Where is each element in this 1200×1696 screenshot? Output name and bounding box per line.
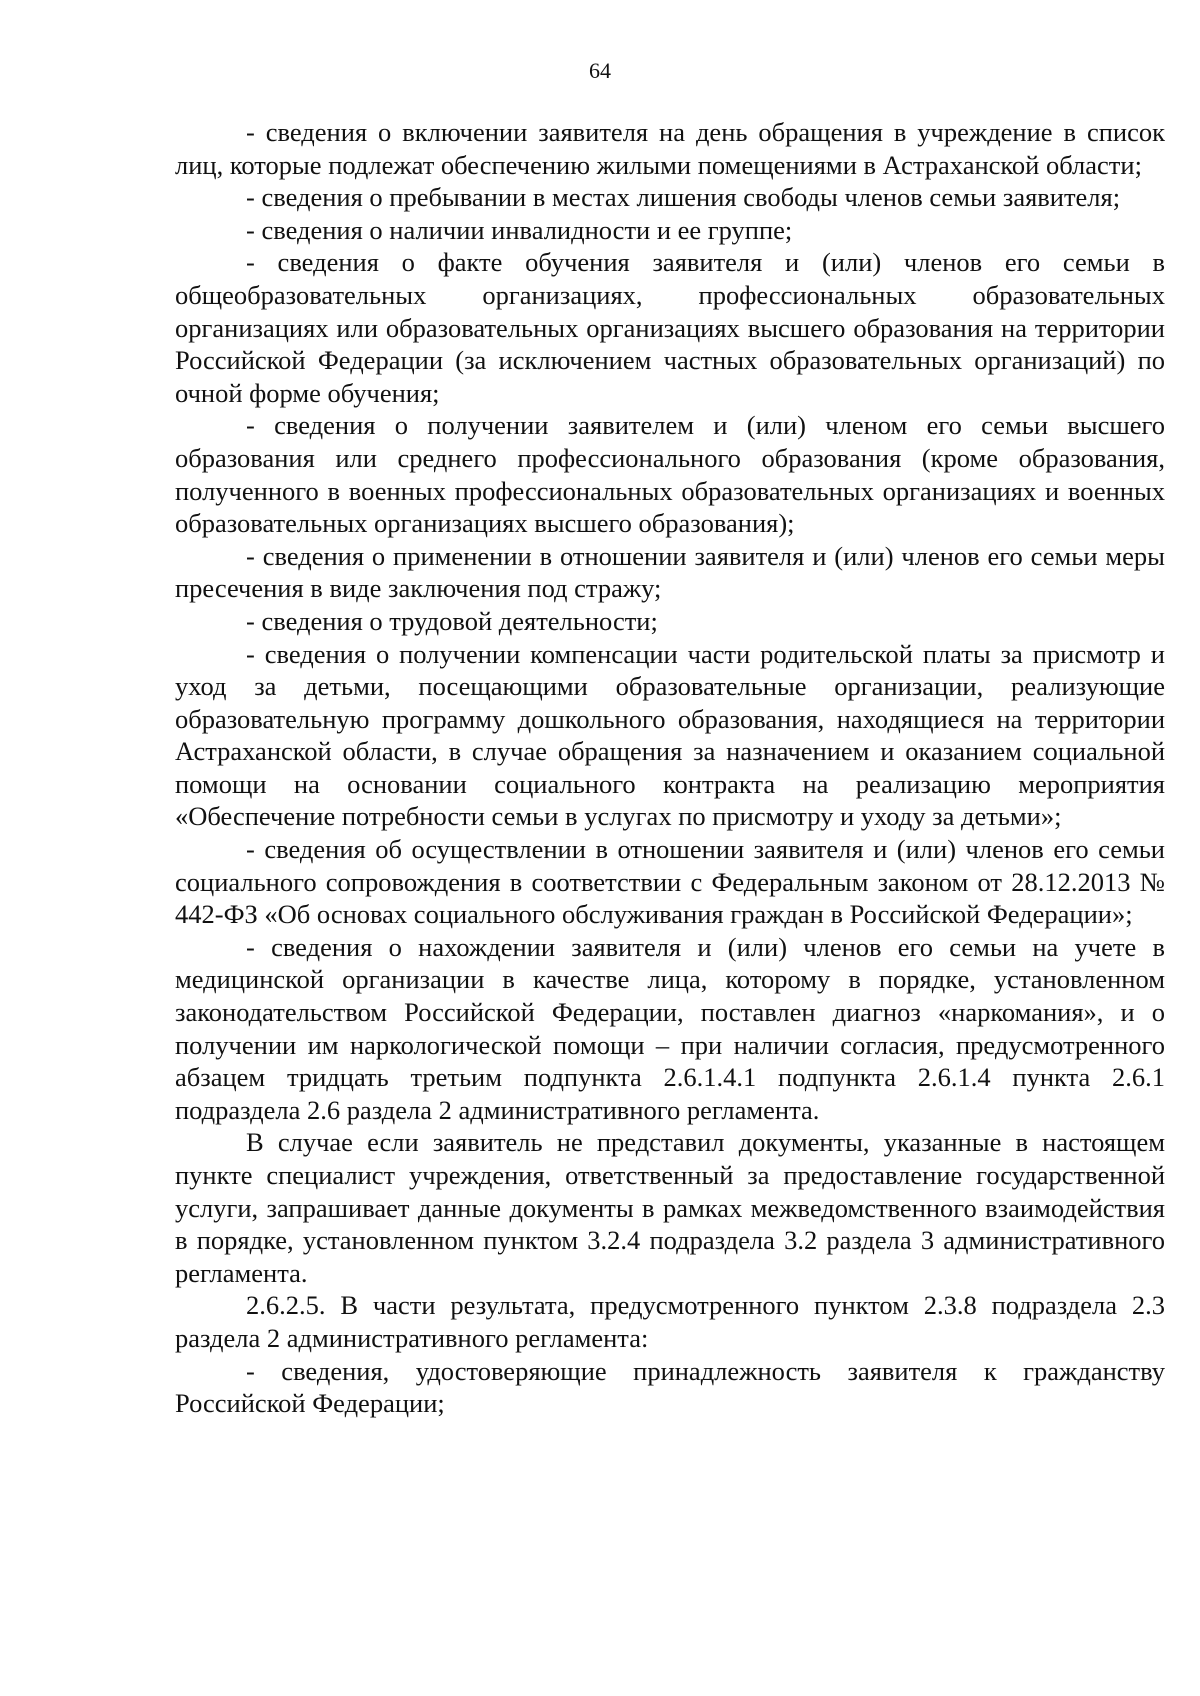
paragraph-narcology: - сведения о нахождении заявителя и (или) членов его семьи на учете в медицинской организации в качестве лица, которому в порядке, установленном законодательством Российской Федерации, поставлен диагноз «наркомания», и о получении им наркологической помощи – при наличии согласия, предусмотренного абзацем тридцать третьим подпункта 2.6.1.4.1 подпункта 2.6.1.4 пункта 2.6.1 подраздела 2.6 раздела 2 административного регламента. bbox=[175, 931, 1165, 1125]
paragraph-citizenship: - сведения, удостоверяющие принадлежность заявителя к гражданству Российской Федерации; bbox=[175, 1355, 1165, 1419]
paragraph-parental-compensation: - сведения о получении компенсации части родительской платы за присмотр и уход за детьми, посещающими образовательные организации, реализующие образовательную программу дошкольного образования, находящиеся на территории Астраханской области, в случае обращения за назначением и оказанием социальной помощи на основании социального контракта на реализацию мероприятия «Обеспечение потребности семьи в услугах по присмотру и уходу за детьми»; bbox=[175, 638, 1165, 832]
paragraph-custody: - сведения о применении в отношении заявителя и (или) членов его семьи меры пресечения в виде заключения под стражу; bbox=[175, 540, 1165, 604]
paragraph-section-2-6-2-5: 2.6.2.5. В части результата, предусмотренного пунктом 2.3.8 подраздела 2.3 раздела 2 административного регламента: bbox=[175, 1290, 1165, 1353]
paragraph-disability: - сведения о наличии инвалидности и ее группе; bbox=[246, 214, 793, 245]
paragraph-employment: - сведения о трудовой деятельности; bbox=[246, 605, 658, 636]
paragraph-imprisonment: - сведения о пребывании в местах лишения свободы членов семьи заявителя; bbox=[246, 182, 1121, 213]
paragraph-social-support: - сведения об осуществлении в отношении заявителя и (или) членов его семьи социального сопровождения в соответствии с Федеральным законом от 28.12.2013 № 442-ФЗ «Об основах социального обслуживания граждан в Российской Федерации»; bbox=[175, 834, 1165, 930]
page-number: 64 bbox=[589, 58, 611, 83]
document-body bbox=[175, 116, 1165, 1420]
paragraph-higher-education: - сведения о получении заявителем и (или) членом его семьи высшего образования или среднего профессионального образования (кроме образования, полученного в военных профессиональных образовательных организациях и военных образовательных организациях высшего образования); bbox=[175, 410, 1165, 539]
paragraph-education-fact: - сведения о факте обучения заявителя и (или) членов его семьи в общеобразовательных организациях, профессиональных образовательных организациях или образовательных организациях высшего образования на территории Российской Федерации (за исключением частных образовательных организаций) по очной форме обучения; bbox=[175, 247, 1165, 408]
paragraph-interagency-request: В случае если заявитель не представил документы, указанные в настоящем пункте специалист учреждения, ответственный за предоставление государственной услуги, запрашивает данные документы в рамках межведомственного взаимодействия в порядке, установленном пунктом 3.2.4 подраздела 3.2 раздела 3 административного регламента. bbox=[175, 1127, 1165, 1288]
paragraph-housing-list: - сведения о включении заявителя на день обращения в учреждение в список лиц, которые подлежат обеспечению жилыми помещениями в Астраханской области; bbox=[175, 117, 1165, 180]
